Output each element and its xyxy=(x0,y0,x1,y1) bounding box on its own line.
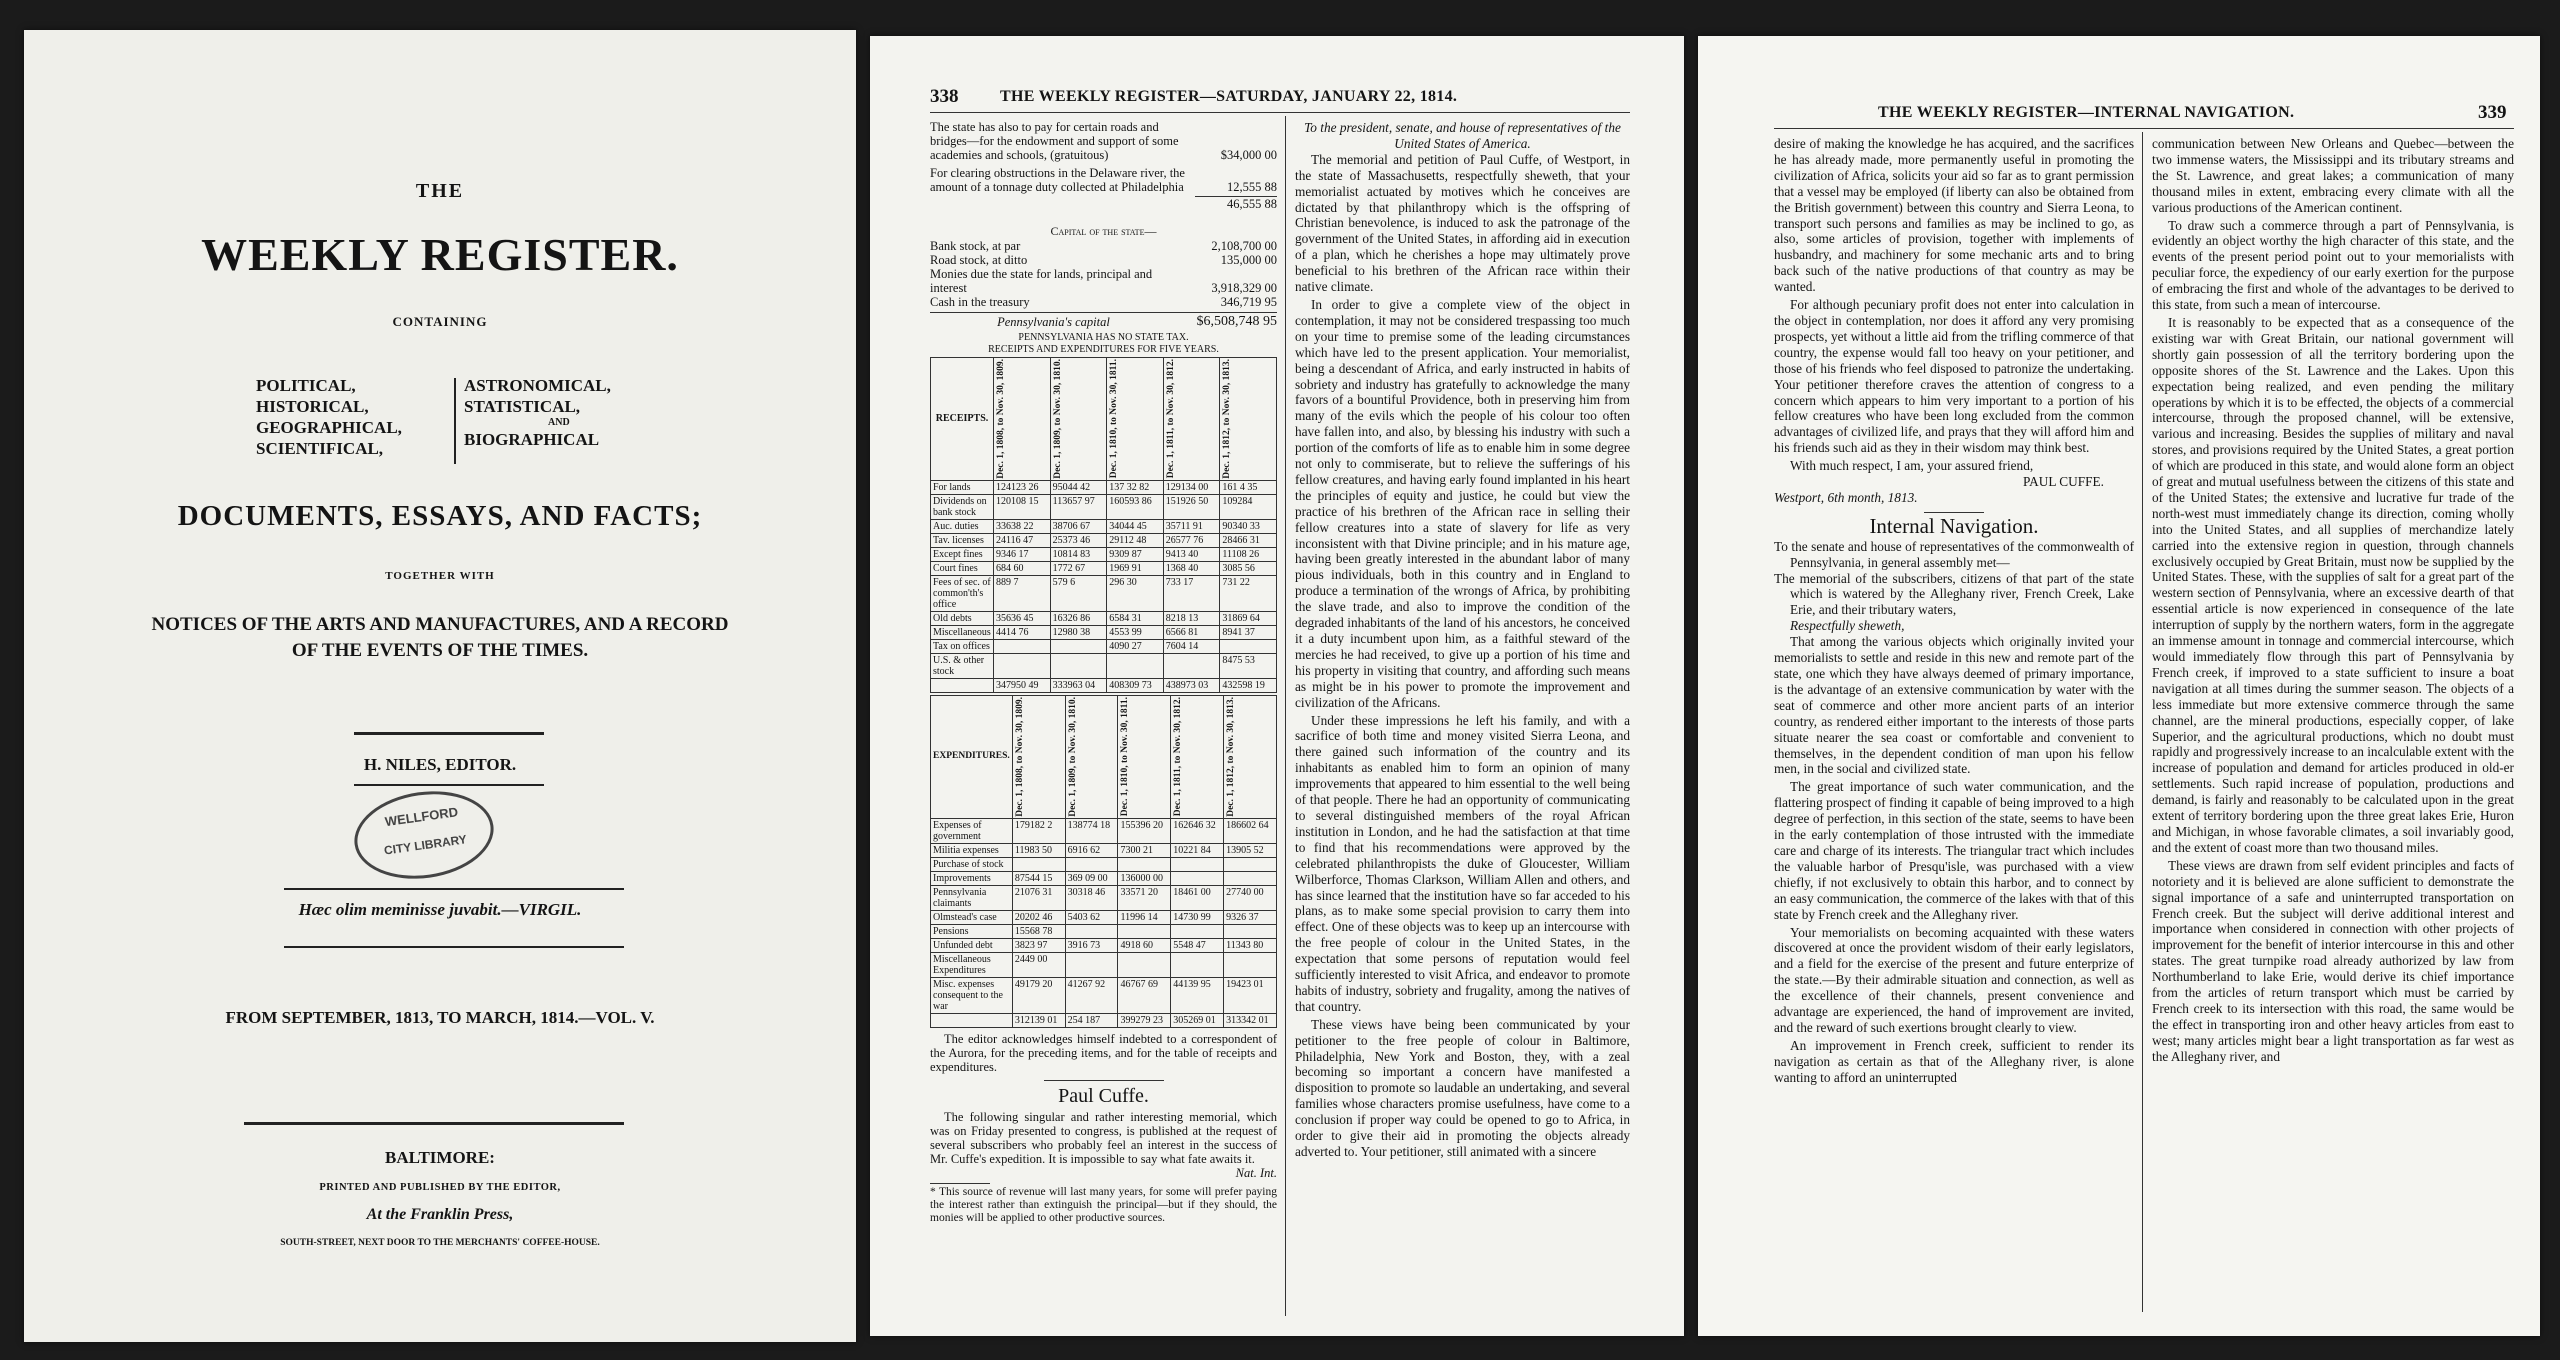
row-label: Except fines xyxy=(931,547,994,561)
subject-item: STATISTICAL, xyxy=(464,397,581,416)
source-credit: Nat. Int. xyxy=(1235,1165,1277,1180)
memorial-column xyxy=(1295,120,1630,1162)
subject-item: POLITICAL, xyxy=(256,376,356,395)
table-cell: 162646 32 xyxy=(1171,818,1224,843)
column-rule xyxy=(2142,132,2143,1312)
volume-period: FROM SEPTEMBER, 1813, TO MARCH, 1814.—VOL. V. xyxy=(225,1008,655,1027)
table-cell: 11343 80 xyxy=(1224,938,1277,952)
table-cell: 27740 00 xyxy=(1224,885,1277,910)
table-cell: 6566 81 xyxy=(1163,625,1220,639)
row-label: For lands xyxy=(931,480,994,494)
divider xyxy=(354,784,544,786)
table-cell: 4090 27 xyxy=(1107,639,1164,653)
acknowledgement-note: The editor acknowledges himself indebted to a correspondent of the Aurora, for the preceding items, and for the table of receipts and expenditures. xyxy=(930,1031,1277,1074)
intro-item: The state has also to pay for certain roads and bridges—for the endowment and support of some academies and schools, (gratuitous) $34,000 00 xyxy=(930,120,1277,162)
table-cell: 11108 26 xyxy=(1220,547,1277,561)
table-cell xyxy=(994,639,1051,653)
capital-row: Monies due the state for lands, principal and interest 3,918,329 00 xyxy=(930,267,1277,295)
masthead-title: WEEKLY REGISTER. xyxy=(201,229,679,280)
table-cell: 1772 67 xyxy=(1050,561,1107,575)
paul-cuffe-intro: The following singular and rather interesting memorial, which was on Friday presented to congress, is published at the request of several subscribers who probably feel an interest in the success of Mr. Cuffe's expedition. It is impossible to say what fate awaits it. xyxy=(930,1109,1277,1166)
table-row xyxy=(931,480,1277,494)
table-row xyxy=(931,885,1277,910)
row-label: Purchase of stock xyxy=(931,857,1013,871)
table-cell: 408309 73 xyxy=(1107,678,1164,692)
notices-line-1: NOTICES OF THE ARTS AND MANUFACTURES, AND A RECORD xyxy=(151,614,729,635)
table-row xyxy=(931,533,1277,547)
table-cell: 28466 31 xyxy=(1220,533,1277,547)
intro-item: For clearing obstructions in the Delaware river, the amount of a tonnage duty collected at Philadelphia 12,555 88 xyxy=(930,166,1277,194)
table-cell: 9309 87 xyxy=(1107,547,1164,561)
table-header: Dec. 1, 1808, to Nov. 30, 1809. xyxy=(1012,695,1065,818)
table-cell: 16326 86 xyxy=(1050,611,1107,625)
table-cell: 305269 01 xyxy=(1171,1013,1224,1027)
containing-label: CONTAINING xyxy=(392,314,488,329)
divider xyxy=(1924,512,1984,513)
divider xyxy=(354,732,544,735)
paragraph: The memorial and petition of Paul Cuffe, of Westport, in the state of Massachusetts, respectfully sheweth, that your memorialist actuated by motives which he conceives are dictated by that philanthropy which is the offspring of Christian benevolence, is induced to ask the patronage of the government of the United States, in affording aid in execution of a plan, which he cherishes a hope may ultimately prove beneficial to his brethren of the African race within their native climate. xyxy=(1295,151,1630,295)
table-row xyxy=(931,639,1277,653)
title-page xyxy=(24,30,856,1342)
documents-line: DOCUMENTS, ESSAYS, AND FACTS; xyxy=(177,500,703,532)
footnote: * This source of revenue will last many years, for some will prefer paying the interest rather than extinguish the principal—but if they should, the monies will be applied to other productive sources. xyxy=(930,1185,1277,1224)
table-cell: 6584 31 xyxy=(1107,611,1164,625)
table-cell: 35636 45 xyxy=(994,611,1051,625)
row-label: Pensions xyxy=(931,924,1013,938)
table-cell: 24116 47 xyxy=(994,533,1051,547)
table-row xyxy=(931,843,1277,857)
table-cell xyxy=(1065,952,1118,977)
table-header-row xyxy=(931,358,1277,481)
table-cell: 733 17 xyxy=(1163,575,1220,611)
table-cell xyxy=(1065,857,1118,871)
press-name: At the Franklin Press, xyxy=(366,1206,514,1223)
table-cell: 87544 15 xyxy=(1012,871,1065,885)
table-header: EXPENDITURES. xyxy=(931,695,1013,818)
table-header: Dec. 1, 1812, to Nov. 30, 1813. xyxy=(1220,358,1277,481)
subject-divider xyxy=(454,378,456,464)
running-head: THE WEEKLY REGISTER—SATURDAY, JANUARY 22, 1814. xyxy=(1000,88,1458,105)
table-cell xyxy=(1065,924,1118,938)
row-label: Improvements xyxy=(931,871,1013,885)
table-cell: 19423 01 xyxy=(1224,977,1277,1013)
table-cell: 155396 20 xyxy=(1118,818,1171,843)
table-row xyxy=(931,625,1277,639)
table-cell: 333963 04 xyxy=(1050,678,1107,692)
row-label: Unfunded debt xyxy=(931,938,1013,952)
table-cell: 49179 20 xyxy=(1012,977,1065,1013)
row-label: Misc. expenses consequent to the war xyxy=(931,977,1013,1013)
table-cell: 11983 50 xyxy=(1012,843,1065,857)
paragraph: These views are drawn from self evident principles and facts of notoriety and it is believed are alone sufficient to demonstrate the signal importance of a safe and uninterrupted transportation on French creek. But the subject will derive additional interest and importance when considered in connection with other projects of improvement for the benefit of interior intercourse in this and other states. The great turnpike road already authorized by law from Northumberland to lake Erie, would derive its chief importance from the articles of return transport which must be carried by French creek to its intersection with this road, the same would be the effect in transporting iron and other heavy articles from east to west; many articles might bear a light transportation as far west as the Alleghany river, and xyxy=(2152,857,2514,1064)
row-label: Olmstead's case xyxy=(931,910,1013,924)
table-cell: 11996 14 xyxy=(1118,910,1171,924)
intro-total: 46,555 88 xyxy=(1195,196,1277,212)
table-header: Dec. 1, 1809, to Nov. 30, 1810. xyxy=(1065,695,1118,818)
subject-item: SCIENTIFICAL, xyxy=(256,439,384,458)
table-cell: 179182 2 xyxy=(1012,818,1065,843)
motto: Hæc olim meminisse juvabit.—VIRGIL. xyxy=(298,900,582,919)
table-cell: 5548 47 xyxy=(1171,938,1224,952)
table-cell: 8941 37 xyxy=(1220,625,1277,639)
table-cell: 25373 46 xyxy=(1050,533,1107,547)
page-339 xyxy=(1698,36,2540,1336)
right-column xyxy=(2152,136,2514,1067)
table-cell: 731 22 xyxy=(1220,575,1277,611)
table-cell: 312139 01 xyxy=(1012,1013,1065,1027)
nav-sheweth: Respectfully sheweth, xyxy=(1790,618,1905,634)
table-header: RECEIPTS. xyxy=(931,358,994,481)
table-header: Dec. 1, 1810, to Nov. 30, 1811. xyxy=(1118,695,1171,818)
table-cell xyxy=(1107,653,1164,678)
table-cell: 34044 45 xyxy=(1107,519,1164,533)
table-cell: 10814 83 xyxy=(1050,547,1107,561)
subject-item: GEOGRAPHICAL, xyxy=(256,418,402,437)
row-label: Miscellaneous Expenditures xyxy=(931,952,1013,977)
together-with: TOGETHER WITH xyxy=(385,570,495,582)
table-row xyxy=(931,977,1277,1013)
table-cell: 6916 62 xyxy=(1065,843,1118,857)
title-the: THE xyxy=(415,180,465,202)
subject-item: ASTRONOMICAL, xyxy=(464,376,611,395)
page-338 xyxy=(870,36,1684,1336)
table-cell: 124123 26 xyxy=(994,480,1051,494)
subject-list-right xyxy=(464,375,664,450)
table-cell: 13905 52 xyxy=(1224,843,1277,857)
table-cell: 26577 76 xyxy=(1163,533,1220,547)
table-cell xyxy=(1224,857,1277,871)
table-cell: 31869 64 xyxy=(1220,611,1277,625)
printed-by: PRINTED AND PUBLISHED BY THE EDITOR, xyxy=(319,1182,561,1193)
table-row xyxy=(931,653,1277,678)
table-cell: 399279 23 xyxy=(1118,1013,1171,1027)
table-cell: 35711 91 xyxy=(1163,519,1220,533)
editor-line: H. NILES, EDITOR. xyxy=(363,755,517,774)
paragraph: To draw such a commerce through a part of Pennsylvania, is evidently an object worthy the high character of this state, and the events of the present period point out to your memorialists with peculiar force, the expediency of our early exertion for the purpose of embracing the first and whole of the advantages to be derived to this state, from such a mean of intercourse. xyxy=(2152,217,2514,313)
table-cell: 347950 49 xyxy=(994,678,1051,692)
table-cell: 41267 92 xyxy=(1065,977,1118,1013)
table-cell: 10221 84 xyxy=(1171,843,1224,857)
table-cell: 4553 99 xyxy=(1107,625,1164,639)
table-row xyxy=(931,924,1277,938)
city: BALTIMORE: xyxy=(385,1148,495,1167)
table-cell: 8475 53 xyxy=(1220,653,1277,678)
page-number: 338 xyxy=(930,86,959,107)
table-cell: 432598 19 xyxy=(1220,678,1277,692)
no-tax-line: PENNSYLVANIA HAS NO STATE TAX. xyxy=(1018,332,1189,343)
table-row xyxy=(931,857,1277,871)
footnote-rule xyxy=(930,1183,990,1184)
table-row xyxy=(931,818,1277,843)
paul-cuffe-heading: Paul Cuffe. xyxy=(1058,1084,1149,1107)
paragraph: For although pecuniary profit does not enter into calculation in the object in contemplation, nor does it afford any very promising prospects, yet without a little aid from the trifling commerce of that country, the expense would fall too heavy on your petitioner, and those of his friends who feel disposed to patronize the undertaking. Your petitioner therefore craves the attention of congress to a concern which appears to him very important to a portion of his fellow creatures who have been long excluded from the common advantages of civilized life, and prays that they will afford him and his friends such aid as they in their wisdom may think best. xyxy=(1774,297,2134,456)
receipts-body xyxy=(931,480,1277,678)
table-cell: 9326 37 xyxy=(1224,910,1277,924)
table-cell xyxy=(1171,952,1224,977)
capital-heading: Capital of the state— xyxy=(1050,224,1157,238)
table-row xyxy=(931,871,1277,885)
table-cell: 151926 50 xyxy=(1163,494,1220,519)
paragraph: desire of making the knowledge he has acquired, and the sacrifices he has already made, more permanently useful in promoting the civilization of Africa, solicits your aid so far as to grant permission that a vessel may be employed (if liberty can also be obtained from the British government) between this country and Sierra Leona, to transport such persons and families as may be inclined to go, as also, some articles of provision, together with implements of husbandry, and machinery for some mechanic arts and to bring back such of the native productions of that country as may be wanted. xyxy=(1774,136,2134,295)
table-cell: 95044 42 xyxy=(1050,480,1107,494)
capital-row: Cash in the treasury 346,719 95 xyxy=(930,295,1277,309)
paragraph: In order to give a complete view of the object in contemplation, it may not be considered trespassing too much on your time to premise some of the leading circumstances which have led to the present application. Your memorialist, being a descendant of Africa, and early instructed in habits of sobriety and industry has gratefully to acknowledge the many favors of a bountiful Providence, both in preserving him from many of the evils which the people of his colour too often have fallen into, and also, by blessing his industry with such a portion of the comforts of life as to enable him in some degree not only to commiserate, but to relieve the sufferings of his fellow creatures, and having early found implanted in his heart the principles of equity and justice, he could but view the practice of his brethren of the African race in selling their fellow creatures into a state of slavery for life as very inconsistent with that Divine principle; and in his mature age, having been greatly interested in the abundant labor of many pious individuals, both in this country and in England to produce a termination of the wrongs of Africa, by prohibiting the slave trade, and also to improve the condition of the degraded inhabitants of the land of his ancestors, he conceived it a duty incumbent upon him, as a faithful steward of the mercies he had received, to give up a portion of his time and his property in visiting that country, and affording such means as might be in his power to promote the improvement and civilization of the Africans. xyxy=(1295,296,1630,710)
table-cell: 160593 86 xyxy=(1107,494,1164,519)
table-header: Dec. 1, 1811, to Nov. 30, 1812. xyxy=(1171,695,1224,818)
head-rule xyxy=(930,112,1630,113)
table-cell: 438973 03 xyxy=(1163,678,1220,692)
row-label: Fees of sec. of common'th's office xyxy=(931,575,994,611)
table-cell: 4918 60 xyxy=(1118,938,1171,952)
closing: With much respect, I am, your assured friend, xyxy=(1790,458,2034,474)
divider xyxy=(1044,1080,1164,1081)
table-cell xyxy=(1118,857,1171,871)
row-label: Pennsylvania claimants xyxy=(931,885,1013,910)
table-cell: 313342 01 xyxy=(1224,1013,1277,1027)
table-cell: 2449 00 xyxy=(1012,952,1065,977)
signature: PAUL CUFFE. xyxy=(2022,474,2104,490)
receipts-table xyxy=(930,357,1277,693)
table-cell: 18461 00 xyxy=(1171,885,1224,910)
table-cell: 15568 78 xyxy=(1012,924,1065,938)
table-header: Dec. 1, 1810, to Nov. 30, 1811. xyxy=(1107,358,1164,481)
table-header: Dec. 1, 1809, to Nov. 30, 1810. xyxy=(1050,358,1107,481)
table-cell: 1368 40 xyxy=(1163,561,1220,575)
paragraph: communication between New Orleans and Quebec—between the two immense waters, the Mississippi and its tributary streams and the St. Lawrence, and great lakes; a communication of many thousand miles in extent, embracing every climate with all the various productions of the American continent. xyxy=(2152,136,2514,215)
paragraph: An improvement in French creek, sufficient to render its navigation as certain as that of the Alleghany river, is alone wanting to afford an uninterrupted xyxy=(1774,1037,2134,1085)
table-cell: 21076 31 xyxy=(1012,885,1065,910)
subject-item: AND xyxy=(548,417,570,428)
dateline: Westport, 6th month, 1813. xyxy=(1774,489,1918,505)
divider xyxy=(284,888,624,890)
table-row xyxy=(931,561,1277,575)
table-cell: 138774 18 xyxy=(1065,818,1118,843)
table-cell: 44139 95 xyxy=(1171,977,1224,1013)
table-cell: 46767 69 xyxy=(1118,977,1171,1013)
table-cell: 29112 48 xyxy=(1107,533,1164,547)
row-label: Dividends on bank stock xyxy=(931,494,994,519)
table-cell: 9413 40 xyxy=(1163,547,1220,561)
table-cell: 684 60 xyxy=(994,561,1051,575)
table-cell: 369 09 00 xyxy=(1065,871,1118,885)
table-cell: 33638 22 xyxy=(994,519,1051,533)
table-cell: 5403 62 xyxy=(1065,910,1118,924)
table-cell xyxy=(1171,857,1224,871)
stamp-text: CITY LIBRARY xyxy=(383,832,468,858)
table-row xyxy=(931,938,1277,952)
table-cell: 7604 14 xyxy=(1163,639,1220,653)
table-cell: 90340 33 xyxy=(1220,519,1277,533)
receipts-heading: RECEIPTS AND EXPENDITURES FOR FIVE YEARS. xyxy=(988,344,1219,355)
table-cell xyxy=(1050,639,1107,653)
table-cell xyxy=(1220,639,1277,653)
left-column xyxy=(1774,136,2134,1088)
paragraph: Your memorialists on becoming acquainted with these waters discovered at once the provident wisdom of their early legislators, and a field for the exercise of the present and future enterprize of the state.—By their admirable situation and connection, as well as the excellence of their channels, present convenience and advantage are experienced, the hand of improvement are invited, and the reward of such exertions brought clearly to view. xyxy=(1774,924,2134,1035)
table-row xyxy=(931,519,1277,533)
running-head: THE WEEKLY REGISTER—INTERNAL NAVIGATION. xyxy=(1878,104,2295,121)
head-rule xyxy=(1774,128,2514,129)
table-cell xyxy=(994,653,1051,678)
table-cell: 14730 99 xyxy=(1171,910,1224,924)
table-total-row xyxy=(931,678,1277,692)
row-label: U.S. & other stock xyxy=(931,653,994,678)
table-cell xyxy=(1171,871,1224,885)
left-column xyxy=(930,120,1277,1225)
row-label: Miscellaneous xyxy=(931,625,994,639)
table-cell: 8218 13 xyxy=(1163,611,1220,625)
table-cell: 30318 46 xyxy=(1065,885,1118,910)
table-cell xyxy=(1050,653,1107,678)
notices-line-2: OF THE EVENTS OF THE TIMES. xyxy=(291,640,589,661)
divider xyxy=(244,1122,624,1125)
row-label: Tav. licenses xyxy=(931,533,994,547)
table-cell xyxy=(1224,952,1277,977)
row-label: Old debts xyxy=(931,611,994,625)
amount: 12,555 88 xyxy=(1227,180,1277,194)
table-header-row xyxy=(931,695,1277,818)
subject-item: HISTORICAL, xyxy=(256,397,369,416)
table-cell: 137 32 82 xyxy=(1107,480,1164,494)
nav-memorial: The memorial of the subscribers, citizens of that part of the state which is watered by the Alleghany river, French Creek, Lake Erie, and their tributary waters, xyxy=(1774,570,2134,618)
capital-total-row: Pennsylvania's capital $6,508,748 95 xyxy=(930,312,1277,329)
stamp-text: WELLFORD xyxy=(383,804,459,830)
paragraph: These views have being been communicated by your petitioner to the free people of colour in Baltimore, Philadelphia, New York and Boston, they, with a zeal becoming so important a concern have manifested a disposition to promote so laudable an undertaking, and several families whose characters promise usefulness, have come to a conclusion if proper way could be opened to go to Africa, in order to give their aid in promoting the objects already adverted to. Your petitioner, still animated with a sincere xyxy=(1295,1016,1630,1159)
table-cell: 1969 91 xyxy=(1107,561,1164,575)
table-row xyxy=(931,952,1277,977)
library-stamp xyxy=(349,783,500,888)
table-header: Dec. 1, 1808, to Nov. 30, 1809. xyxy=(994,358,1051,481)
table-cell xyxy=(1171,924,1224,938)
column-rule xyxy=(1285,116,1286,1316)
table-cell: 3085 56 xyxy=(1220,561,1277,575)
row-label: Expenses of government xyxy=(931,818,1013,843)
table-row xyxy=(931,611,1277,625)
capital-row: Road stock, at ditto 135,000 00 xyxy=(930,253,1277,267)
expenditures-body xyxy=(931,818,1277,1013)
table-cell: 186602 64 xyxy=(1224,818,1277,843)
memorial-address: To the president, senate, and house of representatives of the United States of America. xyxy=(1304,120,1621,151)
table-row xyxy=(931,575,1277,611)
table-cell: 7300 21 xyxy=(1118,843,1171,857)
table-cell: 129134 00 xyxy=(1163,480,1220,494)
table-cell xyxy=(1118,924,1171,938)
table-cell: 579 6 xyxy=(1050,575,1107,611)
table-cell: 889 7 xyxy=(994,575,1051,611)
table-cell: 3823 97 xyxy=(1012,938,1065,952)
table-cell: 113657 97 xyxy=(1050,494,1107,519)
address: SOUTH-STREET, NEXT DOOR TO THE MERCHANTS' COFFEE-HOUSE. xyxy=(280,1238,600,1248)
table-cell: 3916 73 xyxy=(1065,938,1118,952)
table-cell: 254 187 xyxy=(1065,1013,1118,1027)
table-header: Dec. 1, 1812, to Nov. 30, 1813. xyxy=(1224,695,1277,818)
table-cell: 20202 46 xyxy=(1012,910,1065,924)
table-cell: 9346 17 xyxy=(994,547,1051,561)
table-row xyxy=(931,547,1277,561)
divider xyxy=(284,946,624,948)
table-cell: 296 30 xyxy=(1107,575,1164,611)
internal-navigation-heading: Internal Navigation. xyxy=(1869,513,2039,538)
table-cell: 33571 20 xyxy=(1118,885,1171,910)
table-header: Dec. 1, 1811, to Nov. 30, 1812. xyxy=(1163,358,1220,481)
subject-list-left xyxy=(256,375,446,459)
page-number: 339 xyxy=(2478,102,2507,123)
capital-row: Bank stock, at par 2,108,700 00 xyxy=(930,239,1277,253)
paragraph: Under these impressions he left his family, and with a sacrifice of both time and money visited Sierra Leona, and there gained such information of the country and its inhabitants as enabled him to form an opinion of many improvements that appeared to him essential to the well being of that people. There he had an opportunity of communicating to several distinguished members of the royal African institution in London, and he had the satisfaction at that time to find that his recommendations were approved by the celebrated philanthropists the duke of Gloucester, William Wilberforce, Thomas Clarkson, William Allen and others, and has since learned that the institution have so far acceded to his plans, as to make some special provision to carry them into effect. One of these objects was to keep up an intercourse with the free people of colour in the United States, in the expectation that some persons of reputation would feel sufficiently interested to visit Africa, and endeavor to promote habits of industry, sobriety and frugality, among the natives of that country. xyxy=(1295,712,1630,1014)
table-cell: 38706 67 xyxy=(1050,519,1107,533)
paragraph: It is reasonably to be expected that as a consequence of the existing war with Great Britain, our national government will shortly gain possession of all the territory bordering upon the opposite shores of the St. Lawrence and the Lakes. Upon this expectation being realized, and even pending the military operations by which it is to be effected, the objects of a commercial intercourse, through the proposed channel, will be extensive, various and increasing. Besides the supplies of military and naval stores, and provisions required by the United States, a great portion of which are produced in this state, and would alone form an object of great and mutual usefulness between the citizens of this state and of the United States; the extensive and lucrative fur trade of the north-west must immediately change its direction, coming wholly into the United States, and all supplies of merchandize lately carried into the extensive region in question, through channels exclusively occupied by Great Britain, must now be supplied by the United States. These, with the supplies of salt for a great part of the western section of Pennsylvania, where an excessive dearth of that essential article is now experienced in consequence of the late interruption of supply by the northern waters, form in the aggregate an immense amount in tonnage and commercial intercourse, which would immediately flow through this part of Pennsylvania by French creek, if improved to a state sufficient to insure a boat navigation at all times during the summer season. The objects of a less immediate but more extensive commerce through the same channel, are the mineral productions, especially copper, of lake Superior, and the agricultural productions, which no doubt must rapidly and progressively increase to an incalculable extent with the increase of population and demand for articles produced in old-er settlements. Such rapid increase of population, productions and demand, is fairly and reasonably to be calculated upon in the great extent of territory bordering upon the three great lakes Erie, Huron and Michigan, in whose favorable climates, a soil invariably good, and the extent of coast more than two thousand miles. xyxy=(2152,314,2514,855)
table-row xyxy=(931,910,1277,924)
table-cell: 4414 76 xyxy=(994,625,1051,639)
table-cell: 161 4 35 xyxy=(1220,480,1277,494)
table-cell xyxy=(1224,924,1277,938)
nav-address: To the senate and house of representatives of the commonwealth of Pennsylvania, in general assembly met— xyxy=(1774,538,2134,570)
paragraph: The great importance of such water communication, and the flattering prospect of finding it capable of being improved to a high degree of perfection, in this section of the state, seems to have been in the early contemplation of those intrusted with the immediate care and charge of its interests. The triangular tract which includes the valuable harbor of Presqu'isle, was purchased with a view chiefly, if not exclusively to obtain this harbor, and to connect by an easy communication, the commerce of the lakes with that of this state by French creek and the Alleghany river. xyxy=(1774,779,2134,922)
table-cell: 12980 38 xyxy=(1050,625,1107,639)
expenditures-table xyxy=(930,695,1277,1028)
row-label: Court fines xyxy=(931,561,994,575)
table-total-row xyxy=(931,1013,1277,1027)
table-cell xyxy=(1118,952,1171,977)
subject-item: BIOGRAPHICAL xyxy=(464,430,600,449)
table-cell xyxy=(1012,857,1065,871)
table-cell: 136000 00 xyxy=(1118,871,1171,885)
table-cell xyxy=(1163,653,1220,678)
paragraph: That among the various objects which originally invited your memorialists to settle and reside in this new and remote part of the state, one which they have always deemed of primary importance, is the advantage of an extensive communication by water with the seat of commerce and other more ancient parts of an interior country, as rendered either important to the interests of those parts situate nearer the sea coast or comfortable and convenient to themselves, in the dependent condition of man upon his fellow men, in the social and civilized state. xyxy=(1774,634,2134,777)
table-cell: 109284 xyxy=(1220,494,1277,519)
amount: $34,000 00 xyxy=(1220,148,1277,162)
row-label: Tax on offices xyxy=(931,639,994,653)
table-row xyxy=(931,494,1277,519)
table-cell: 120108 15 xyxy=(994,494,1051,519)
row-label: Militia expenses xyxy=(931,843,1013,857)
table-cell xyxy=(1224,871,1277,885)
row-label: Auc. duties xyxy=(931,519,994,533)
capital-list xyxy=(930,239,1277,329)
